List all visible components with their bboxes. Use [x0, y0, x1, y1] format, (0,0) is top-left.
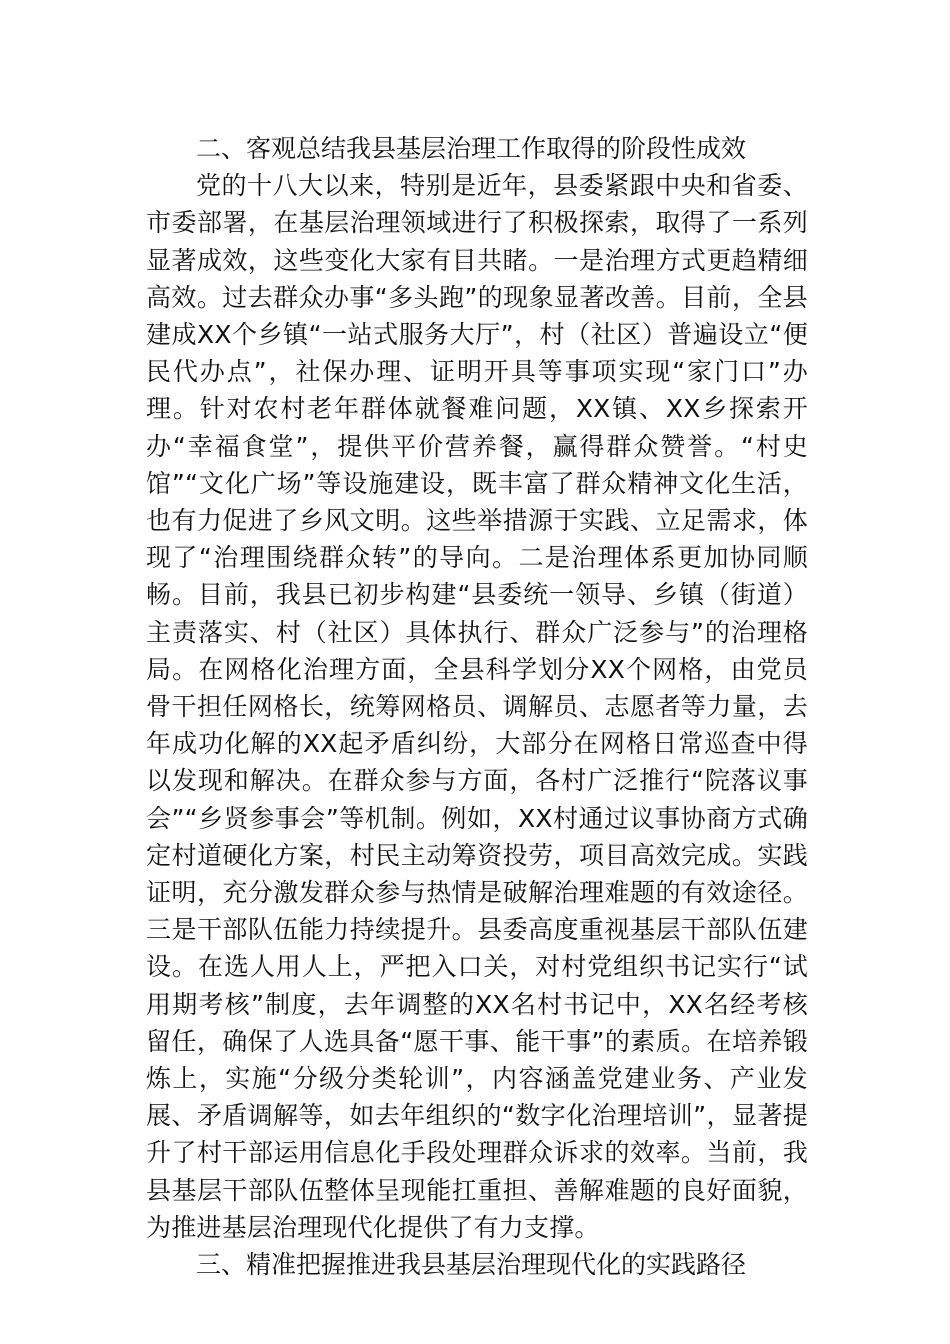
document-page: [146, 130, 808, 1283]
section-heading-2: 二、客观总结我县基层治理工作取得的阶段性成效: [196, 134, 747, 163]
section-heading-3: 三、精准把握推进我县基层治理现代化的实践路径: [196, 1250, 747, 1280]
body-paragraph: 党的十八大以来，特别是近年，县委紧跟中央和省委、市委部署，在基层治理领域进行了积极探索，取得了一系列显著成效，这些变化大家有目共睹。一是治理方式更趋精细高效。过去群众办事“多头跑”的现象显著改善。目前，全县建成XX个乡镇“一站式服务大厅”，村（社区）普遍设立“便民代办点”，社保办理、证明开具等事项实现“家门口”办理。针对农村老年群体就餐难问题，XX镇、XX乡探索开办“幸福食堂”，提供平价营养餐，赢得群众赞誉。“村史馆”“文化广场”等设施建设，既丰富了群众精神文化生活，也有力促进了乡风文明。这些举措源于实践、立足需求，体现了“治理围绕群众转”的导向。二是治理体系更加协同顺畅。目前，我县已初步构建“县委统一领导、乡镇（街道）主责落实、村（社区）具体执行、群众广泛参与”的治理格局。在网格化治理方面，全县科学划分XX个网格，由党员骨干担任网格长，统筹网格员、调解员、志愿者等力量，去年成功化解的XX起矛盾纠纷，大部分在网格日常巡查中得以发现和解决。在群众参与方面，各村广泛推行“院落议事会”“乡贤参事会”等机制。例如，XX村通过议事协商方式确定村道硬化方案，村民主动筹资投劳，项目高效完成。实践证明，充分激发群众参与热情是破解治理难题的有效途径。三是干部队伍能力持续提升。县委高度重视基层干部队伍建设。在选人用人上，严把入口关，对村党组织书记实行“试用期考核”制度，去年调整的XX名村书记中，XX名经考核留任，确保了人选具备“愿干事、能干事”的素质。在培养锻炼上，实施“分级分类轮训”，内容涵盖党建业务、产业发展、矛盾调解等，如去年组织的“数字化治理培训”，显著提升了村干部运用信息化手段处理群众诉求的效率。当前，我县基层干部队伍整体呈现能扛重担、善解难题的良好面貌，为推进基层治理现代化提供了有力支撑。: [146, 171, 808, 1242]
